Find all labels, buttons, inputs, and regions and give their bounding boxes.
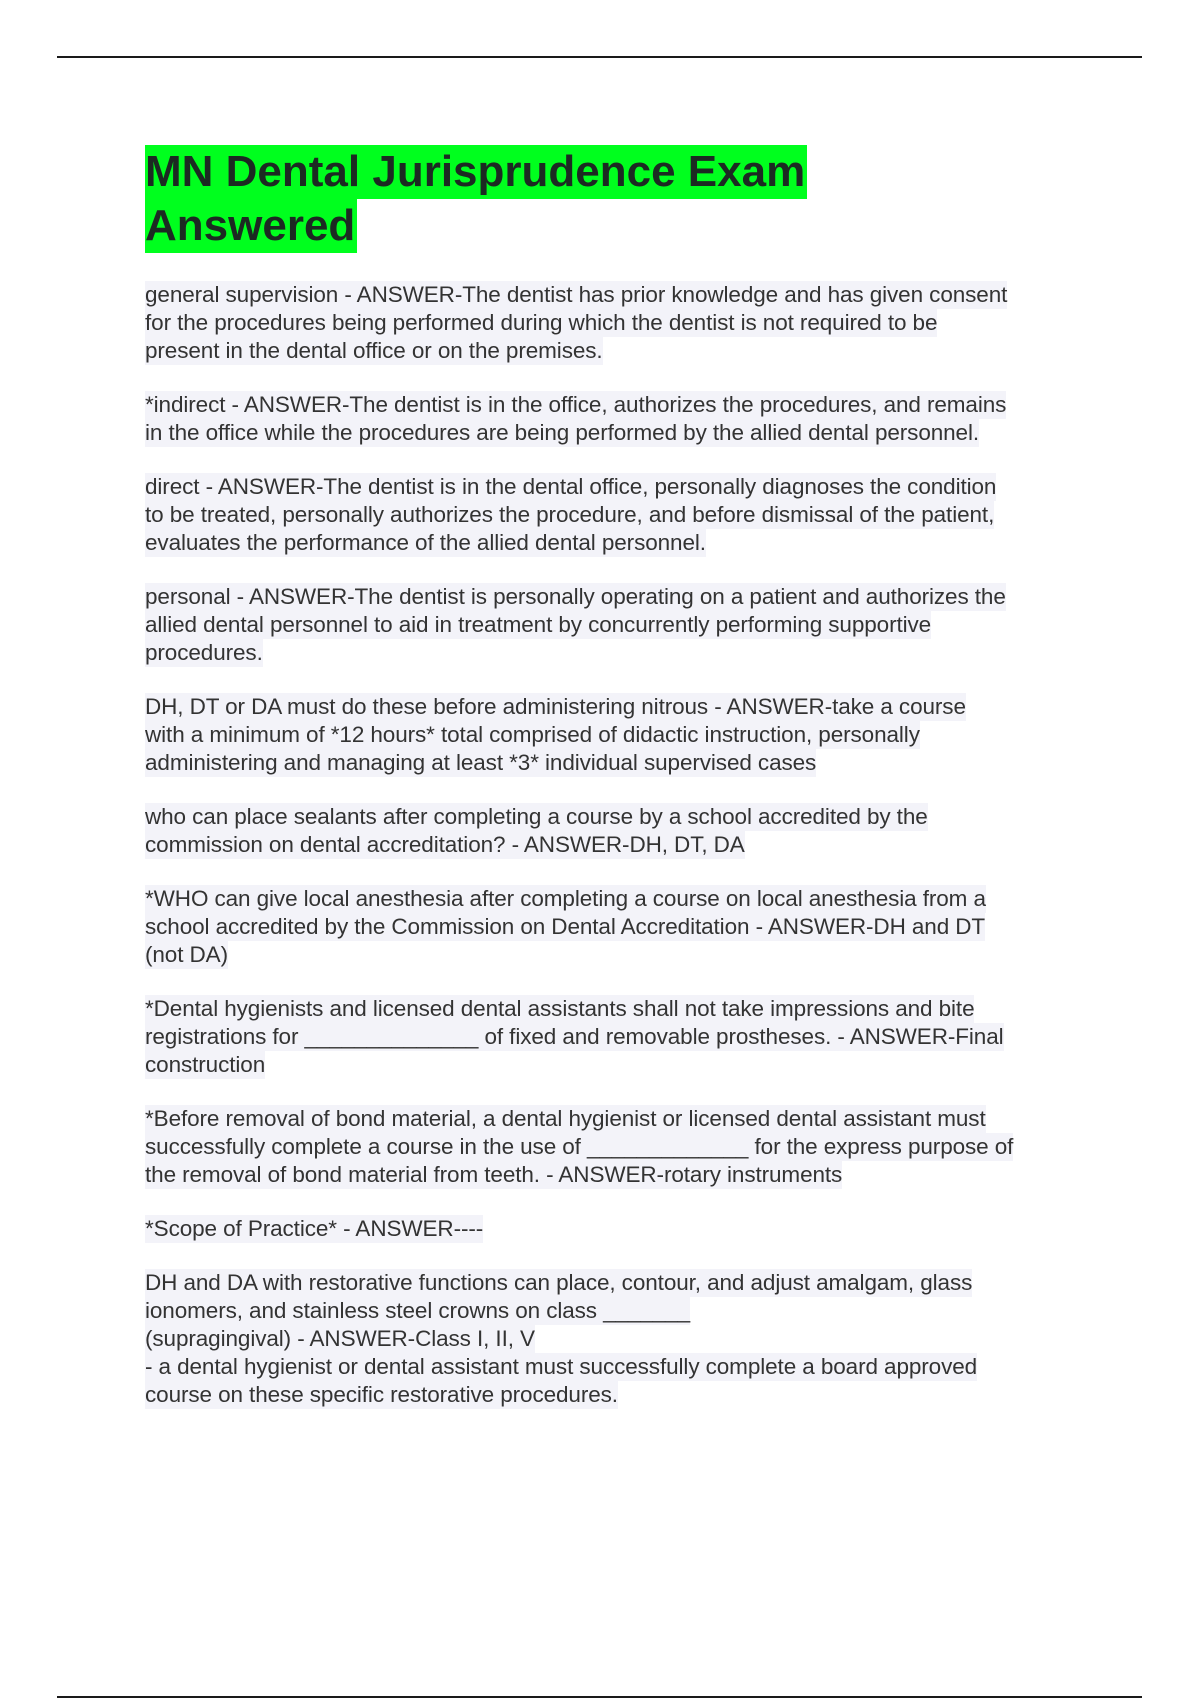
qa-entry <box>145 693 1085 777</box>
qa-entry <box>145 803 1085 859</box>
qa-line: evaluates the performance of the allied dental personnel. <box>145 530 706 555</box>
qa-line: *Dental hygienists and licensed dental assistants shall not take impressions and bite <box>145 996 975 1021</box>
qa-line: DH and DA with restorative functions can place, contour, and adjust amalgam, glass <box>145 1270 973 1295</box>
qa-entry <box>145 885 1085 969</box>
qa-line: (not DA) <box>145 942 228 967</box>
qa-line: course on these specific restorative procedures. <box>145 1382 618 1407</box>
qa-line: procedures. <box>145 640 263 665</box>
qa-line: for the procedures being performed during which the dentist is not required to be <box>145 310 938 335</box>
qa-line: construction <box>145 1052 266 1077</box>
qa-line: *WHO can give local anesthesia after completing a course on local anesthesia from a <box>145 886 986 911</box>
qa-line: commission on dental accreditation? - ANSWER-DH, DT, DA <box>145 832 745 857</box>
qa-line: *indirect - ANSWER-The dentist is in the office, authorizes the procedures, and remains <box>145 392 1007 417</box>
qa-line: school accredited by the Commission on Dental Accreditation - ANSWER-DH and DT <box>145 914 986 939</box>
document-title <box>145 145 1085 253</box>
qa-entry <box>145 1215 1085 1243</box>
qa-line: *Scope of Practice* - ANSWER---- <box>145 1216 484 1241</box>
qa-entry <box>145 995 1085 1079</box>
qa-entry <box>145 1105 1085 1189</box>
qa-list <box>145 281 1085 1409</box>
qa-line: ionomers, and stainless steel crowns on class _______ <box>145 1298 691 1323</box>
qa-line: successfully complete a course in the use of _____________ for the express purpose of <box>145 1134 1014 1159</box>
top-rule <box>57 56 1142 58</box>
qa-line: allied dental personnel to aid in treatment by concurrently performing supportive <box>145 612 932 637</box>
qa-line: *Before removal of bond material, a dental hygienist or licensed dental assistant must <box>145 1106 986 1131</box>
document-body <box>145 145 1085 1435</box>
title-line: Answered <box>145 199 357 253</box>
qa-line: - a dental hygienist or dental assistant must successfully complete a board approved <box>145 1354 978 1379</box>
qa-line: present in the dental office or on the premises. <box>145 338 603 363</box>
qa-line: general supervision - ANSWER-The dentist has prior knowledge and has given consent <box>145 282 1008 307</box>
title-line: MN Dental Jurisprudence Exam <box>145 145 807 199</box>
qa-line: who can place sealants after completing a course by a school accredited by the <box>145 804 928 829</box>
bottom-rule <box>57 1696 1142 1698</box>
qa-line: to be treated, personally authorizes the procedure, and before dismissal of the patient, <box>145 502 995 527</box>
qa-line: (supragingival) - ANSWER-Class I, II, V <box>145 1326 535 1351</box>
qa-entry <box>145 583 1085 667</box>
qa-entry <box>145 281 1085 365</box>
qa-line: registrations for ______________ of fixed and removable prostheses. - ANSWER-Final <box>145 1024 1004 1049</box>
qa-line: in the office while the procedures are being performed by the allied dental personnel. <box>145 420 980 445</box>
qa-line: with a minimum of *12 hours* total comprised of didactic instruction, personally <box>145 722 920 747</box>
qa-entry <box>145 1269 1085 1409</box>
qa-line: administering and managing at least *3* individual supervised cases <box>145 750 817 775</box>
qa-line: the removal of bond material from teeth. - ANSWER-rotary instruments <box>145 1162 843 1187</box>
qa-line: personal - ANSWER-The dentist is personally operating on a patient and authorizes the <box>145 584 1006 609</box>
qa-line: DH, DT or DA must do these before administering nitrous - ANSWER-take a course <box>145 694 966 719</box>
qa-entry <box>145 473 1085 557</box>
qa-line: direct - ANSWER-The dentist is in the dental office, personally diagnoses the condition <box>145 474 997 499</box>
qa-entry <box>145 391 1085 447</box>
